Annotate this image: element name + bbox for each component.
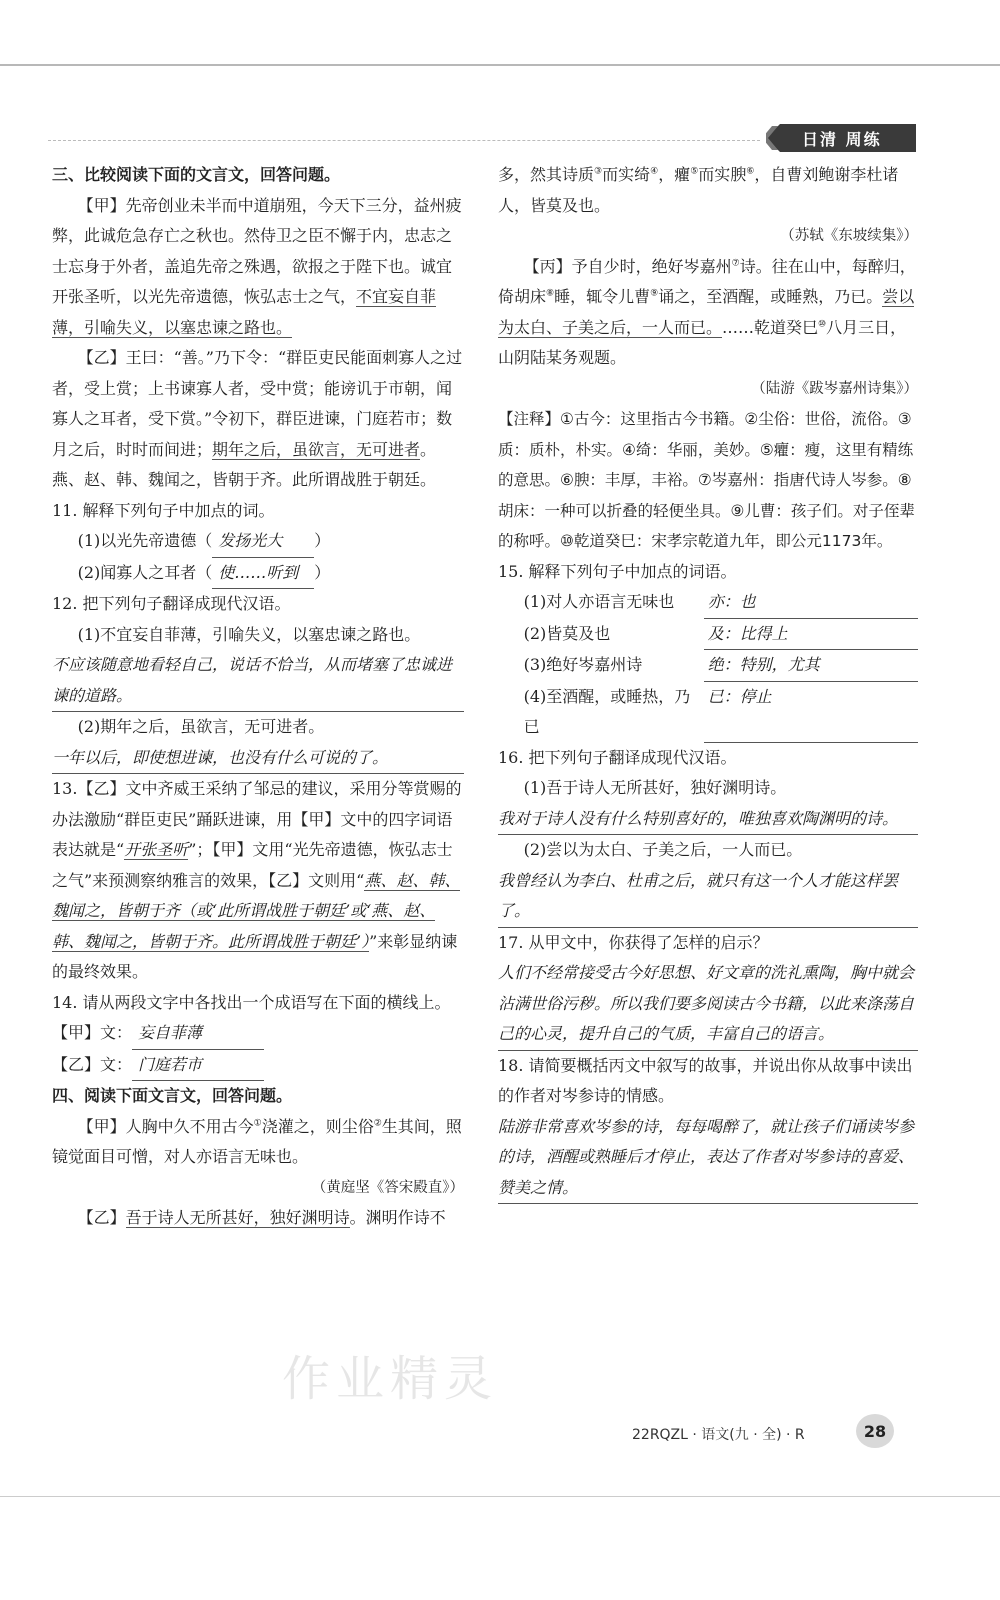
page-number: 28 [856, 1414, 894, 1448]
top-rule [0, 64, 1000, 66]
s4-passage-yi-cont: 多，然其诗质③而实绮④，癯⑤而实腴⑥，自曹刘鲍谢李杜诸人，皆莫及也。 [498, 165, 899, 215]
s4-passage-yi: 【乙】吾于诗人无所甚好，独好渊明诗。渊明作诗不 [77, 1208, 446, 1227]
q16-item-1: (1)吾于诗人无所甚好，独好渊明诗。 [523, 778, 787, 797]
q14-yi: 【乙】文： 门庭若市 [52, 1050, 464, 1082]
left-column [52, 160, 464, 1234]
footer-code: 22RQZL · 语文(九 · 全) · R [632, 1427, 805, 1443]
underlined-sentence: 不宜妄自菲薄，引喻失义，以塞忠谏之路也。 [52, 287, 437, 337]
s4-passage-bing: 【丙】予自少时，绝好岑嘉州⑦诗。往在山中，每醉归，倚胡床⑧睡，辄令儿曹⑨诵之，至酒醒，或睡熟，乃已。尝以为太白、子美之后，一人而已。……乾道癸巳⑩八月三日，山阴陆某务观题。 [498, 256, 916, 367]
q18-answer: 陆游非常喜欢岑参的诗，每每喝醉了，就让孩子们诵读岑参的诗，酒醒或熟睡后才停止，表达了作者对岑参诗的喜爱、赞美之情。 [498, 1112, 918, 1205]
q15-item: (3)绝好岑嘉州诗 绝：特别，尤其 [498, 650, 918, 682]
source-citation: （黄庭坚《答宋殿直》） [311, 1179, 464, 1196]
q14-answer-jia: 妄自菲薄 [132, 1018, 264, 1050]
watermark-text: 作业精灵 [282, 1351, 499, 1407]
note-mark: ① [253, 1118, 262, 1129]
q17-answer: 人们不经常接受古今好思想、好文章的洗礼熏陶，胸中就会沾满世俗污秽。所以我们要多阅读古今书籍，以此来涤荡自己的心灵，提升自己的气质，丰富自己的语言。 [498, 958, 918, 1051]
bottom-rule [0, 1496, 1000, 1497]
q16-answer-1: 我对于诗人没有什么特别喜好的，唯独喜欢陶渊明的诗。 [498, 804, 918, 836]
header-dotted-rule [48, 140, 760, 141]
q15-prompt: 15. 解释下列句子中加点的词语。 [498, 561, 737, 581]
banner-title: 日清 周练 [802, 130, 882, 149]
q14-prompt: 14. 请从两段文字中各找出一个成语写在下面的横线上。 [52, 992, 451, 1012]
q12-prompt: 12. 把下列句子翻译成现代汉语。 [52, 594, 291, 613]
section3-title: 三、比较阅读下面的文言文，回答问题。 [52, 165, 341, 184]
q13: 13.【乙】文中齐威王采纳了邹忌的建议，采用分等赏赐的办法激励“群臣吏民”踊跃进谏，用【甲】文中的四字词语表达就是“开张圣听”；【甲】文用“光先帝遗德，恢弘志士之气”来预测察纳雅言的效果，【乙】文则用“燕、赵、韩、魏闻之，皆朝于齐（或‘此所谓战胜于朝廷’或‘燕、赵、韩、魏闻之，皆朝于齐。此所谓战胜于朝廷’）”来彰显纳谏的最终效果。 [52, 779, 462, 981]
section4-title: 四、阅读下面文言文，回答问题。 [52, 1086, 293, 1105]
q15-item: (4)至酒醒，或睡热，乃已 已：停止 [498, 682, 918, 743]
q13-answer-2: 燕、赵、韩、魏闻之，皆朝于齐（或‘此所谓战胜于朝廷’或‘燕、赵、韩、魏闻之，皆朝于齐。此所谓战胜于朝廷’） [52, 870, 461, 951]
q16-prompt: 16. 把下列句子翻译成现代汉语。 [498, 747, 737, 767]
q11-item-1: (1)以光先帝遗德（ 发扬光大 ） [52, 526, 464, 558]
q11-prompt: 11. 解释下列句子中加点的词。 [52, 500, 275, 520]
q11-answer-1: 发扬光大 [212, 526, 314, 558]
q12-answer-1: 不应该随意地看轻自己，说话不恰当，从而堵塞了忠诚进谏的道路。 [52, 650, 464, 712]
q11-item-2: (2)闻寡人之耳者（ 使……听到 ） [52, 558, 464, 590]
underlined-sentence: 吾于诗人无所甚好，独好渊明诗 [125, 1208, 350, 1227]
source-citation: （苏轼《东坡续集》） [780, 228, 918, 244]
underlined-sentence: 尝以为太白、子美之后，一人而已。 [498, 287, 915, 337]
q15-item: (2)皆莫及也 及：比得上 [498, 619, 918, 651]
q11-answer-2: 使……听到 [212, 558, 314, 590]
passage-yi: 【乙】王曰：“善。”乃下令：“群臣吏民能面刺寡人之过者，受上赏；上书谏寡人者，受中赏；能谤讥于市朝，闻寡人之耳者，受下赏。”令初下，群臣进谏，门庭若市；数月之后，时时而间进；期年之后，虽欲言，无可进者。燕、赵、韩、魏闻之，皆朝于齐。此所谓战胜于朝廷。 [52, 348, 463, 489]
q15-answer: 亦：也 [704, 587, 918, 619]
q14-jia: 【甲】文： 妄自菲薄 [52, 1018, 464, 1050]
q14-answer-yi: 门庭若市 [132, 1050, 264, 1082]
q15-item: (1)对人亦语言无味也 亦：也 [498, 587, 918, 619]
right-column [498, 160, 918, 1204]
annotations: 【注释】①古今：这里指古今书籍。②尘俗：世俗，流俗。③质：质朴，朴实。④绮：华丽，美妙。⑤癯：瘦，这里有精练的意思。⑥腴：丰厚，丰裕。⑦岑嘉州：指唐代诗人岑参。⑧胡床：一种可以折叠的轻便坐具。⑨儿曹：孩子们。对子侄辈的称呼。⑩乾道癸巳：宋孝宗乾道九年，即公元1173年。 [498, 410, 915, 550]
q17-prompt: 17. 从甲文中，你获得了怎样的启示？ [498, 932, 769, 952]
passage-jia: 【甲】先帝创业未半而中道崩殂，今天下三分，益州疲弊，此诚危急存亡之秋也。然侍卫之臣不懈于内，忠志之士忘身于外者，盖追先帝之殊遇，欲报之于陛下也。诚宜开张圣听，以光先帝遗德，恢弘志士之气，不宜妄自菲薄，引喻失义，以塞忠谏之路也。 [52, 195, 462, 337]
q12-item-2: (2)期年之后，虽欲言，无可进者。 [77, 717, 325, 736]
q16-item-2: (2)尝以为太白、子美之后，一人而已。 [523, 840, 803, 859]
q15-list [498, 587, 918, 743]
q15-answer: 绝：特别，尤其 [704, 650, 918, 682]
q15-answer: 已：停止 [704, 682, 918, 743]
q13-answer-1: 开张圣听 [124, 840, 189, 859]
q18-prompt: 18. 请简要概括丙文中叙写的故事，并说出你从故事中读出的作者对岑参诗的情感。 [498, 1055, 913, 1105]
q15-answer: 及：比得上 [704, 619, 918, 651]
q16-answer-2: 我曾经认为李白、杜甫之后，就只有这一个人才能这样罢了。 [498, 866, 918, 928]
s4-passage-jia: 【甲】人胸中久不用古今①浇灌之，则尘俗②生其间，照镜觉面目可憎，对人亦语言无味也。 [52, 1116, 462, 1166]
q12-answer-2: 一年以后，即使想进谏，也没有什么可说的了。 [52, 743, 464, 775]
q12-item-1: (1)不宜妄自菲薄，引喻失义，以塞忠谏之路也。 [77, 624, 421, 644]
underlined-sentence: 期年之后，虽欲言，无可进者 [212, 439, 421, 459]
note-mark: ② [373, 1118, 382, 1129]
source-citation: （陆游《跋岑嘉州诗集》） [751, 380, 918, 397]
